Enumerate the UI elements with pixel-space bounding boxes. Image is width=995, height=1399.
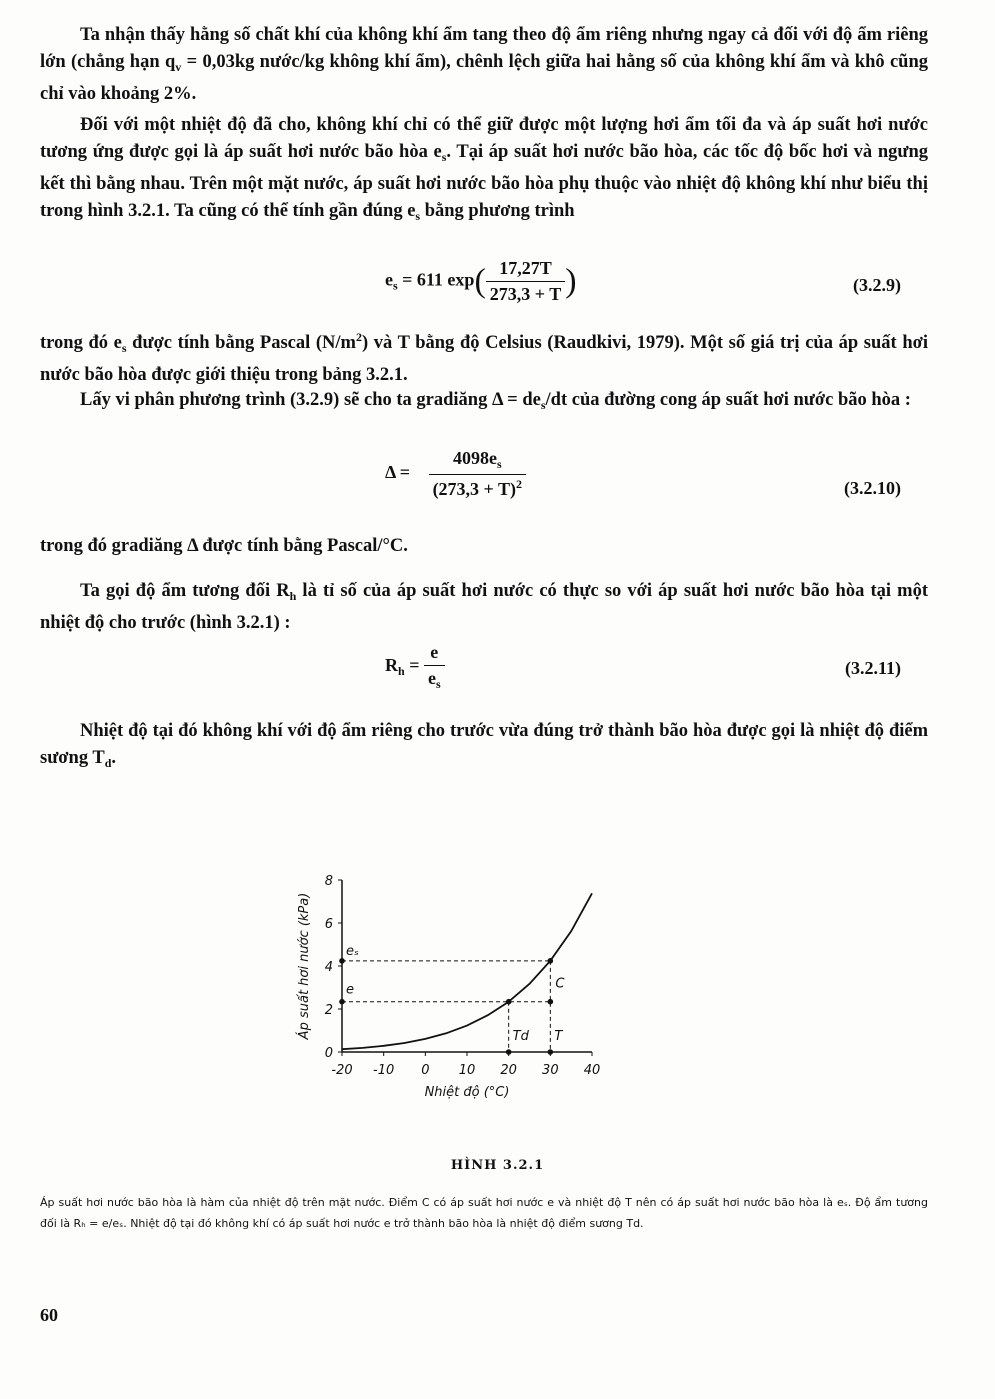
equation-3-2-11	[385, 642, 445, 692]
paragraph-6-text-b: là tỉ số của áp suất hơi nước có thực so với áp suất hơi nước bão hòa tại một nhiệt độ cho trước (hình 3.2.1) :	[40, 581, 928, 633]
paragraph-3	[40, 324, 928, 389]
c-label: C	[555, 976, 565, 992]
eq1-numerator: 17,27T	[499, 258, 552, 278]
eq2-denominator-text: (273,3 + T)	[432, 479, 516, 499]
x-tick-label: 30	[542, 1063, 559, 1078]
paragraph-4-text-b: /dt của đường cong áp suất hơi nước bão hòa :	[545, 390, 911, 410]
equation-number-3-2-10: (3.2.10)	[844, 478, 901, 498]
subscript: s	[540, 398, 546, 412]
paragraph-6-text: Ta gọi độ ẩm tương đối R	[80, 581, 290, 601]
paragraph-7-text: Nhiệt độ tại đó không khí với độ ẩm riêng cho trước vừa đúng trở thành bão hòa được gọi là nhiệt độ điểm sương T	[40, 721, 928, 768]
y-tick-label: 4	[324, 960, 333, 975]
saturation-curve	[342, 893, 592, 1049]
subscript: v	[175, 60, 182, 74]
paragraph-6	[40, 578, 928, 637]
saturation-vapor-pressure-chart	[290, 850, 620, 1110]
x-tick-label: 0	[421, 1063, 430, 1078]
td-axis-point	[506, 1049, 512, 1055]
e-label: e	[346, 982, 354, 998]
y-tick-label: 6	[324, 917, 333, 932]
equation-number-3-2-9: (3.2.9)	[853, 275, 901, 295]
td-label: Td	[512, 1029, 529, 1044]
eq3-numerator: e	[430, 642, 439, 662]
x-tick-label: -10	[373, 1063, 395, 1078]
es-point	[339, 958, 345, 964]
paragraph-1-text: Ta nhận thấy hằng số chất khí của không khí ẩm tang theo độ ẩm riêng nhưng ngay cả đối với độ ẩm riêng lớn (chẳng hạn q	[40, 25, 928, 72]
subscript: s	[415, 209, 421, 223]
point-c	[548, 999, 554, 1005]
eq2-numerator-sub: s	[496, 457, 502, 471]
paragraph-2-text-c: bằng phương trình	[420, 201, 575, 221]
subscript: s	[121, 341, 127, 355]
eq1-fraction	[486, 258, 565, 305]
equation-3-2-9: $e_s = 611$ exp( $\frac{17,27T}{273,3 + T}$ )	[385, 258, 577, 304]
x-tick-label: 20	[500, 1063, 517, 1078]
y-tick-label: 2	[324, 1003, 333, 1018]
superscript: 2	[355, 330, 362, 344]
paragraph-3-text: trong đó e	[40, 333, 122, 353]
eq2-numerator-text: 4098e	[452, 448, 497, 468]
subscript: s	[441, 150, 447, 164]
paragraph-5	[40, 533, 928, 560]
eq2-denominator-sup: 2	[516, 477, 522, 491]
x-tick-label: 10	[458, 1063, 476, 1078]
equation-number-3-2-11: (3.2.11)	[845, 658, 901, 678]
paragraph-5-text: trong đó gradiăng Δ được tính bằng Pascal/°C.	[40, 536, 408, 556]
paragraph-7-text-b: .	[111, 748, 117, 768]
paragraph-3-text-c: ) và T bằng độ Celsius (Raudkivi, 1979). Một số giá trị của áp suất hơi nước bão hòa được giới thiệu trong bảng 3.2.1.	[40, 333, 928, 385]
chart-series	[342, 893, 592, 1049]
eq2-denominator	[429, 474, 526, 500]
x-axis-label: Nhiệt độ (°C)	[424, 1085, 510, 1100]
subscript: h	[289, 589, 297, 603]
page-number: 60	[40, 1305, 58, 1325]
eq2-lhs: Δ =	[385, 462, 411, 483]
figure-title: HÌNH 3.2.1	[450, 1158, 545, 1173]
paragraph-7	[40, 718, 928, 777]
paragraph-4-text: Lấy vi phân phương trình (3.2.9) sẽ cho ta gradiăng Δ = de	[80, 390, 541, 410]
eq3-lhs-sub: h	[398, 664, 405, 679]
paragraph-3-text-b: được tính bằng Pascal (N/m	[126, 333, 356, 353]
figure-chart	[290, 850, 620, 1110]
eq2-fraction	[429, 448, 526, 500]
t-label: T	[554, 1029, 563, 1044]
figure-caption: Áp suất hơi nước bão hòa là hàm của nhiệt độ trên mặt nước. Điểm C có áp suất hơi nước e và nhiệt độ T nên có áp suất hơi nước bão hòa là eₛ. Độ ẩm tương đối là Rₕ = e/eₛ. Nhiệt độ tại đó không khí có áp suất hơi nước e trở thành bão hòa là nhiệt độ điểm sương Td.	[40, 1196, 928, 1230]
paragraph-2	[40, 112, 928, 230]
e-point	[339, 999, 345, 1005]
x-tick-label: 40	[583, 1063, 601, 1078]
eq3-denominator-text: e	[427, 668, 436, 688]
y-axis-label: Áp suất hơi nước (kPa)	[297, 892, 312, 1040]
equation-3-2-10	[385, 448, 526, 500]
paragraph-1-text-b: = 0,03kg nước/kg không khí ẩm), chênh lệch giữa hai hằng số của không khí ẩm và khô cũng chỉ vào khoảng 2%.	[40, 52, 928, 104]
es-label: eₛ	[346, 943, 359, 959]
paragraph-1	[40, 22, 928, 108]
t-axis-point	[548, 1049, 554, 1055]
eq3-fraction	[424, 642, 445, 692]
x-tick-label: -20	[331, 1063, 353, 1078]
eq3-eq: =	[404, 655, 420, 676]
paragraph-4	[40, 387, 928, 419]
eq3-lhs: R	[385, 655, 398, 676]
eq1-lhs-sub: s	[393, 278, 398, 293]
subscript: d	[104, 756, 112, 770]
eq3-denominator	[424, 665, 445, 692]
y-tick-label: 0	[324, 1046, 333, 1061]
paragraph-2-text: Đối với một nhiệt độ đã cho, không khí chỉ có thể giữ được một lượng hơi ẩm tối đa và áp suất hơi nước tương ứng được gọi là áp suất hơi nước bão hòa e	[40, 115, 928, 162]
eq1-denominator: 273,3 + T	[486, 281, 565, 305]
eq2-numerator	[429, 448, 526, 474]
eq1-eq: = 611 exp	[397, 269, 475, 290]
eq3-denominator-sub: s	[435, 677, 441, 691]
paragraph-2-text-b: . Tại áp suất hơi nước bão hòa, các tốc độ bốc hơi và ngưng kết thì bằng nhau. Trên một mặt nước, áp suất hơi nước bão hòa phụ thuộc vào nhiệt độ không khí như biểu thị trong hình 3.2.1. Ta cũng có thể tính gần đúng e	[40, 142, 928, 221]
y-tick-label: 8	[324, 874, 333, 889]
eq1-lhs: e	[385, 269, 393, 290]
